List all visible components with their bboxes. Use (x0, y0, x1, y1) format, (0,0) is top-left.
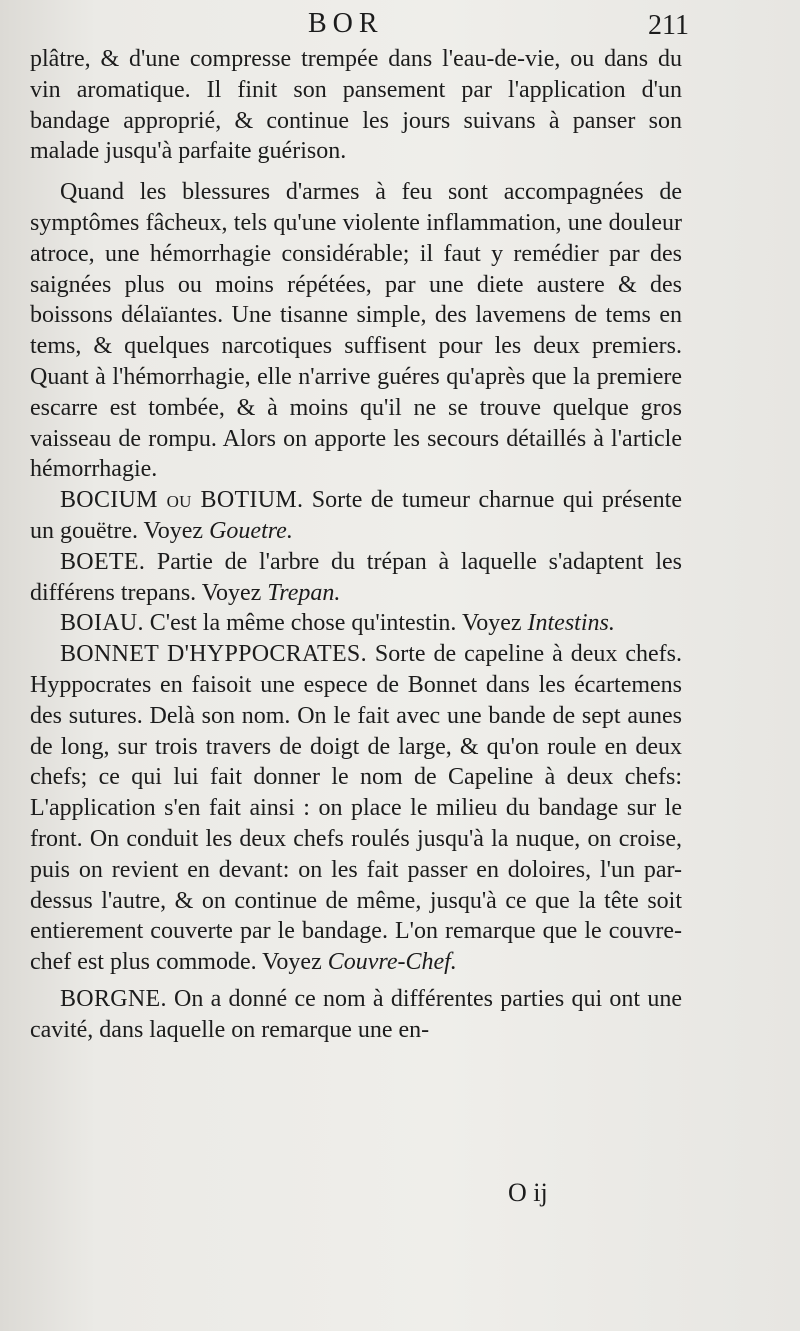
entry-definition: Partie de l'arbre du trépan à laquelle s'adaptent les différens trepans. Voyez (30, 548, 682, 606)
entry-cross-reference: Couvre-Chef. (327, 949, 457, 976)
entry-headword: BONNET D'HYPPOCRATES. (60, 641, 367, 668)
dictionary-entry-boiau (30, 608, 682, 639)
entry-definition: C'est la même chose qu'intestin. Voyez (143, 610, 528, 637)
page-number: 211 (648, 10, 689, 41)
entry-cross-reference: Intestins. (527, 610, 615, 637)
entry-definition: Sorte de capeline à deux chefs. Hyppocrates en faisoit une espece de Bonnet dans les écartemens des sutures. Delà son nom. On le fait avec une bande de sept aunes de long, sur trois travers de doigt de large, & qu'on roule en deux chefs; ce qui lui fait donner le nom de Capeline à deux chefs: L'application s'en fait ainsi : on place le milieu du bandage sur le front. On conduit les deux chefs roulés jusqu'à la nuque, on croise, puis on revient en devant: on les fait passer en doloires, l'un par-dessus l'autre, & on continue de même, jusqu'à ce que la tête soit entierement couverte par le bandage. L'on remarque que le couvre-chef est plus commode. Voyez (30, 641, 682, 976)
entry-definition: Sorte de tumeur charnue qui présente un gouëtre. Voyez (30, 487, 682, 544)
entry-headword: BORGNE. (60, 985, 167, 1012)
paragraph-continuation: plâtre, & d'une compresse trempée dans l'eau-de-vie, ou dans du vin aromatique. Il finit son pansement par l'application d'un bandage approprié, & continue les jours suivans à panser son malade jusqu'à parfaite guérison. (30, 46, 682, 165)
dictionary-entry-boete (30, 547, 682, 609)
entry-headword: BOETE. (60, 548, 146, 575)
paragraph-gunshot-wounds: Quand les blessures d'armes à feu sont accompagnées de symptômes fâcheux, tels qu'une violente inflammation, une douleur atroce, une hémorrhagie considérable; il faut y remédier par des saignées plus ou moins répétées, par une diete austere & des boissons délaïantes. Une tisanne simple, des lavemens de tems en tems, & quelques narcotiques suffisent pour les deux premiers. Quant à l'hémorrhagie, elle n'arrive guéres qu'après que la premiere escarre est tombée, & à moins qu'il ne se trouve quelque gros vaisseau de rompu. Alors on apporte les secours détaillés à l'article hémorrhagie. (30, 179, 682, 483)
running-head: BOR (308, 8, 384, 39)
dictionary-entry-bocium (30, 485, 682, 547)
entry-definition: On a donné ce nom à différentes parties qui ont une cavité, dans laquelle on remarque une en- (30, 985, 682, 1043)
signature-mark: O ij (508, 1178, 548, 1207)
entry-cross-reference: Trepan. (267, 579, 341, 606)
dictionary-entry-borgne (30, 984, 682, 1046)
dictionary-entry-bonnet (30, 639, 682, 978)
page-header (30, 8, 689, 42)
entry-cross-reference: Gouetre. (209, 517, 293, 544)
entry-headword: BOIAU. (60, 610, 144, 637)
entry-headword: BOCIUM ou BOTIUM. (60, 487, 304, 514)
page-body (30, 44, 682, 1046)
